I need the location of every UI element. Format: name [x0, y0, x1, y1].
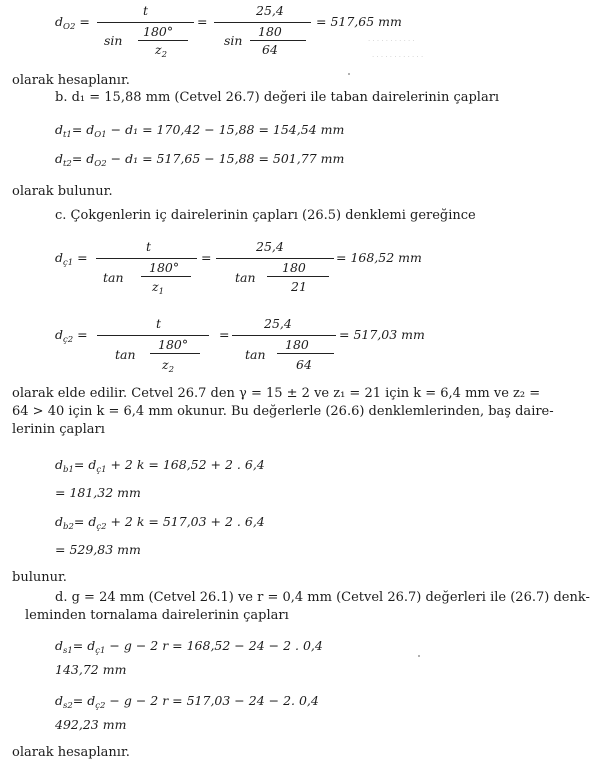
eq-c2-den1-num: 180° [158, 337, 189, 352]
speck [418, 655, 420, 657]
eq1-result: = 517,65 mm [316, 14, 402, 29]
eq-c2-den1-bar [150, 353, 200, 354]
eq-c2-num1: t [156, 316, 162, 331]
eq1-den1-bar [138, 40, 188, 41]
eq-db2: $d_{b2}= d_{ç2} + 2$ k = 517,03 + 2 . 6,4 [55, 514, 265, 532]
eq1-frac1-bar [97, 22, 194, 23]
eq-c2-den2-fn: tan [245, 347, 266, 362]
eq1-den1-num: 180° [143, 24, 174, 39]
eq1-den1-den: $z_2$ [155, 42, 168, 60]
paragraph-cetvel-line-2: 64 > 40 için k = 6,4 mm okunur. Bu değerlerle (26.6) denklemlerinden, baş daire- [12, 404, 554, 419]
eq-c1-result: = 168,52 mm [336, 250, 422, 265]
eq-c2-equals: = [219, 327, 230, 342]
text-olarak-bulunur: olarak bulunur. [12, 184, 113, 199]
eq-db1-result: = 181,32 mm [55, 485, 141, 500]
eq-c2-frac2-bar [232, 335, 336, 336]
eq1-lhs: $d_{O2}$ = [55, 14, 90, 32]
paragraph-cetvel-line-3: lerinin çapları [12, 422, 105, 437]
eq-c2-lhs: $d_{ç2}$ = [55, 327, 88, 345]
eq-c1-den2-num: 180 [282, 260, 306, 275]
eq-c2-den2-num: 180 [285, 337, 309, 352]
eq-ds2-result: 492,23 mm [55, 717, 127, 732]
eq-c1-equals: = [201, 250, 212, 265]
eq-c1-num2: 25,4 [256, 239, 284, 254]
item-d-intro-line-2: leminden tornalama dairelerinin çapları [25, 608, 289, 623]
eq-c2-den1-den: $z_2$ [162, 357, 175, 375]
text-bulunur: bulunur. [12, 570, 67, 585]
eq-c1-den2-den: 21 [291, 279, 307, 294]
item-c-intro: c. Çokgenlerin iç dairelerinin çapları (26.5) denklemi gereğince [55, 208, 476, 223]
eq-c2-den1-fn: tan [115, 347, 136, 362]
eq-c1-den2-bar [267, 276, 329, 277]
eq-c1-frac2-bar [216, 258, 334, 259]
eq-c2-frac1-bar [97, 335, 209, 336]
eq-ds2: $d_{s2}= d_{ç2} - g - 2$ r = 517,03 − 24 − 2. 0,4 [55, 693, 319, 711]
eq-c2-num2: 25,4 [264, 316, 292, 331]
eq-c1-lhs: $d_{ç1}$ = [55, 250, 88, 268]
eq-c2-den2-den: 64 [296, 357, 312, 372]
eq-dt1: $d_{t1}= d_{O1} - d_1 = 170,42 - 15,88 = 154,54$ mm [55, 122, 345, 140]
eq-dt2: $d_{t2}= d_{O2} - d_1 = 517,65 - 15,88 = 501,77$ mm [55, 151, 345, 169]
eq1-den2-num: 180 [258, 24, 282, 39]
eq1-frac2-bar [214, 22, 311, 23]
eq-c1-den1-den: $z_1$ [152, 279, 165, 297]
eq-ds1-result: 143,72 mm [55, 662, 127, 677]
eq-c1-frac1-bar [96, 258, 197, 259]
eq1-den2-bar [250, 40, 306, 41]
text-olarak-hesaplanir-2: olarak hesaplanır. [12, 745, 130, 760]
item-b-intro: b. d₁ = 15,88 mm (Cetvel 26.7) değeri ile taban dairelerinin çapları [55, 90, 500, 105]
eq1-den2-den: 64 [262, 42, 278, 57]
eq-c1-den2-fn: tan [235, 270, 256, 285]
faint-bleed-through-1: · · · · · · · · · · · [368, 37, 415, 45]
eq-c1-num1: t [146, 239, 152, 254]
eq-c1-den1-num: 180° [149, 260, 180, 275]
paragraph-cetvel-line-1: olarak elde edilir. Cetvel 26.7 den γ = 15 ± 2 ve z₁ = 21 için k = 6,4 mm ve z₂ = [12, 386, 541, 401]
eq-ds1: $d_{s1}= d_{ç1} - g - 2$ r = 168,52 − 24 − 2 . 0,4 [55, 638, 323, 656]
eq1-num1: t [143, 3, 149, 18]
eq-c2-result: = 517,03 mm [339, 327, 425, 342]
faint-bleed-through-2: · · · · · · · · · · · · [372, 53, 424, 61]
eq1-equals: = [197, 14, 208, 29]
item-d-intro-line-1: d. g = 24 mm (Cetvel 26.1) ve r = 0,4 mm (Cetvel 26.7) değerleri ile (26.7) denk- [55, 590, 590, 605]
eq-c1-den1-bar [141, 276, 191, 277]
eq-c2-den2-bar [277, 353, 334, 354]
speck [348, 73, 350, 75]
eq1-num2: 25,4 [256, 3, 284, 18]
eq1-den1-fn: sin [104, 33, 123, 48]
eq-db2-result: = 529,83 mm [55, 542, 141, 557]
eq-db1: $d_{b1}= d_{ç1} + 2$ k = 168,52 + 2 . 6,4 [55, 457, 265, 475]
eq1-den2-fn: sin [224, 33, 243, 48]
eq-c1-den1-fn: tan [103, 270, 124, 285]
text-olarak-hesaplanir-1: olarak hesaplanır. [12, 73, 130, 88]
